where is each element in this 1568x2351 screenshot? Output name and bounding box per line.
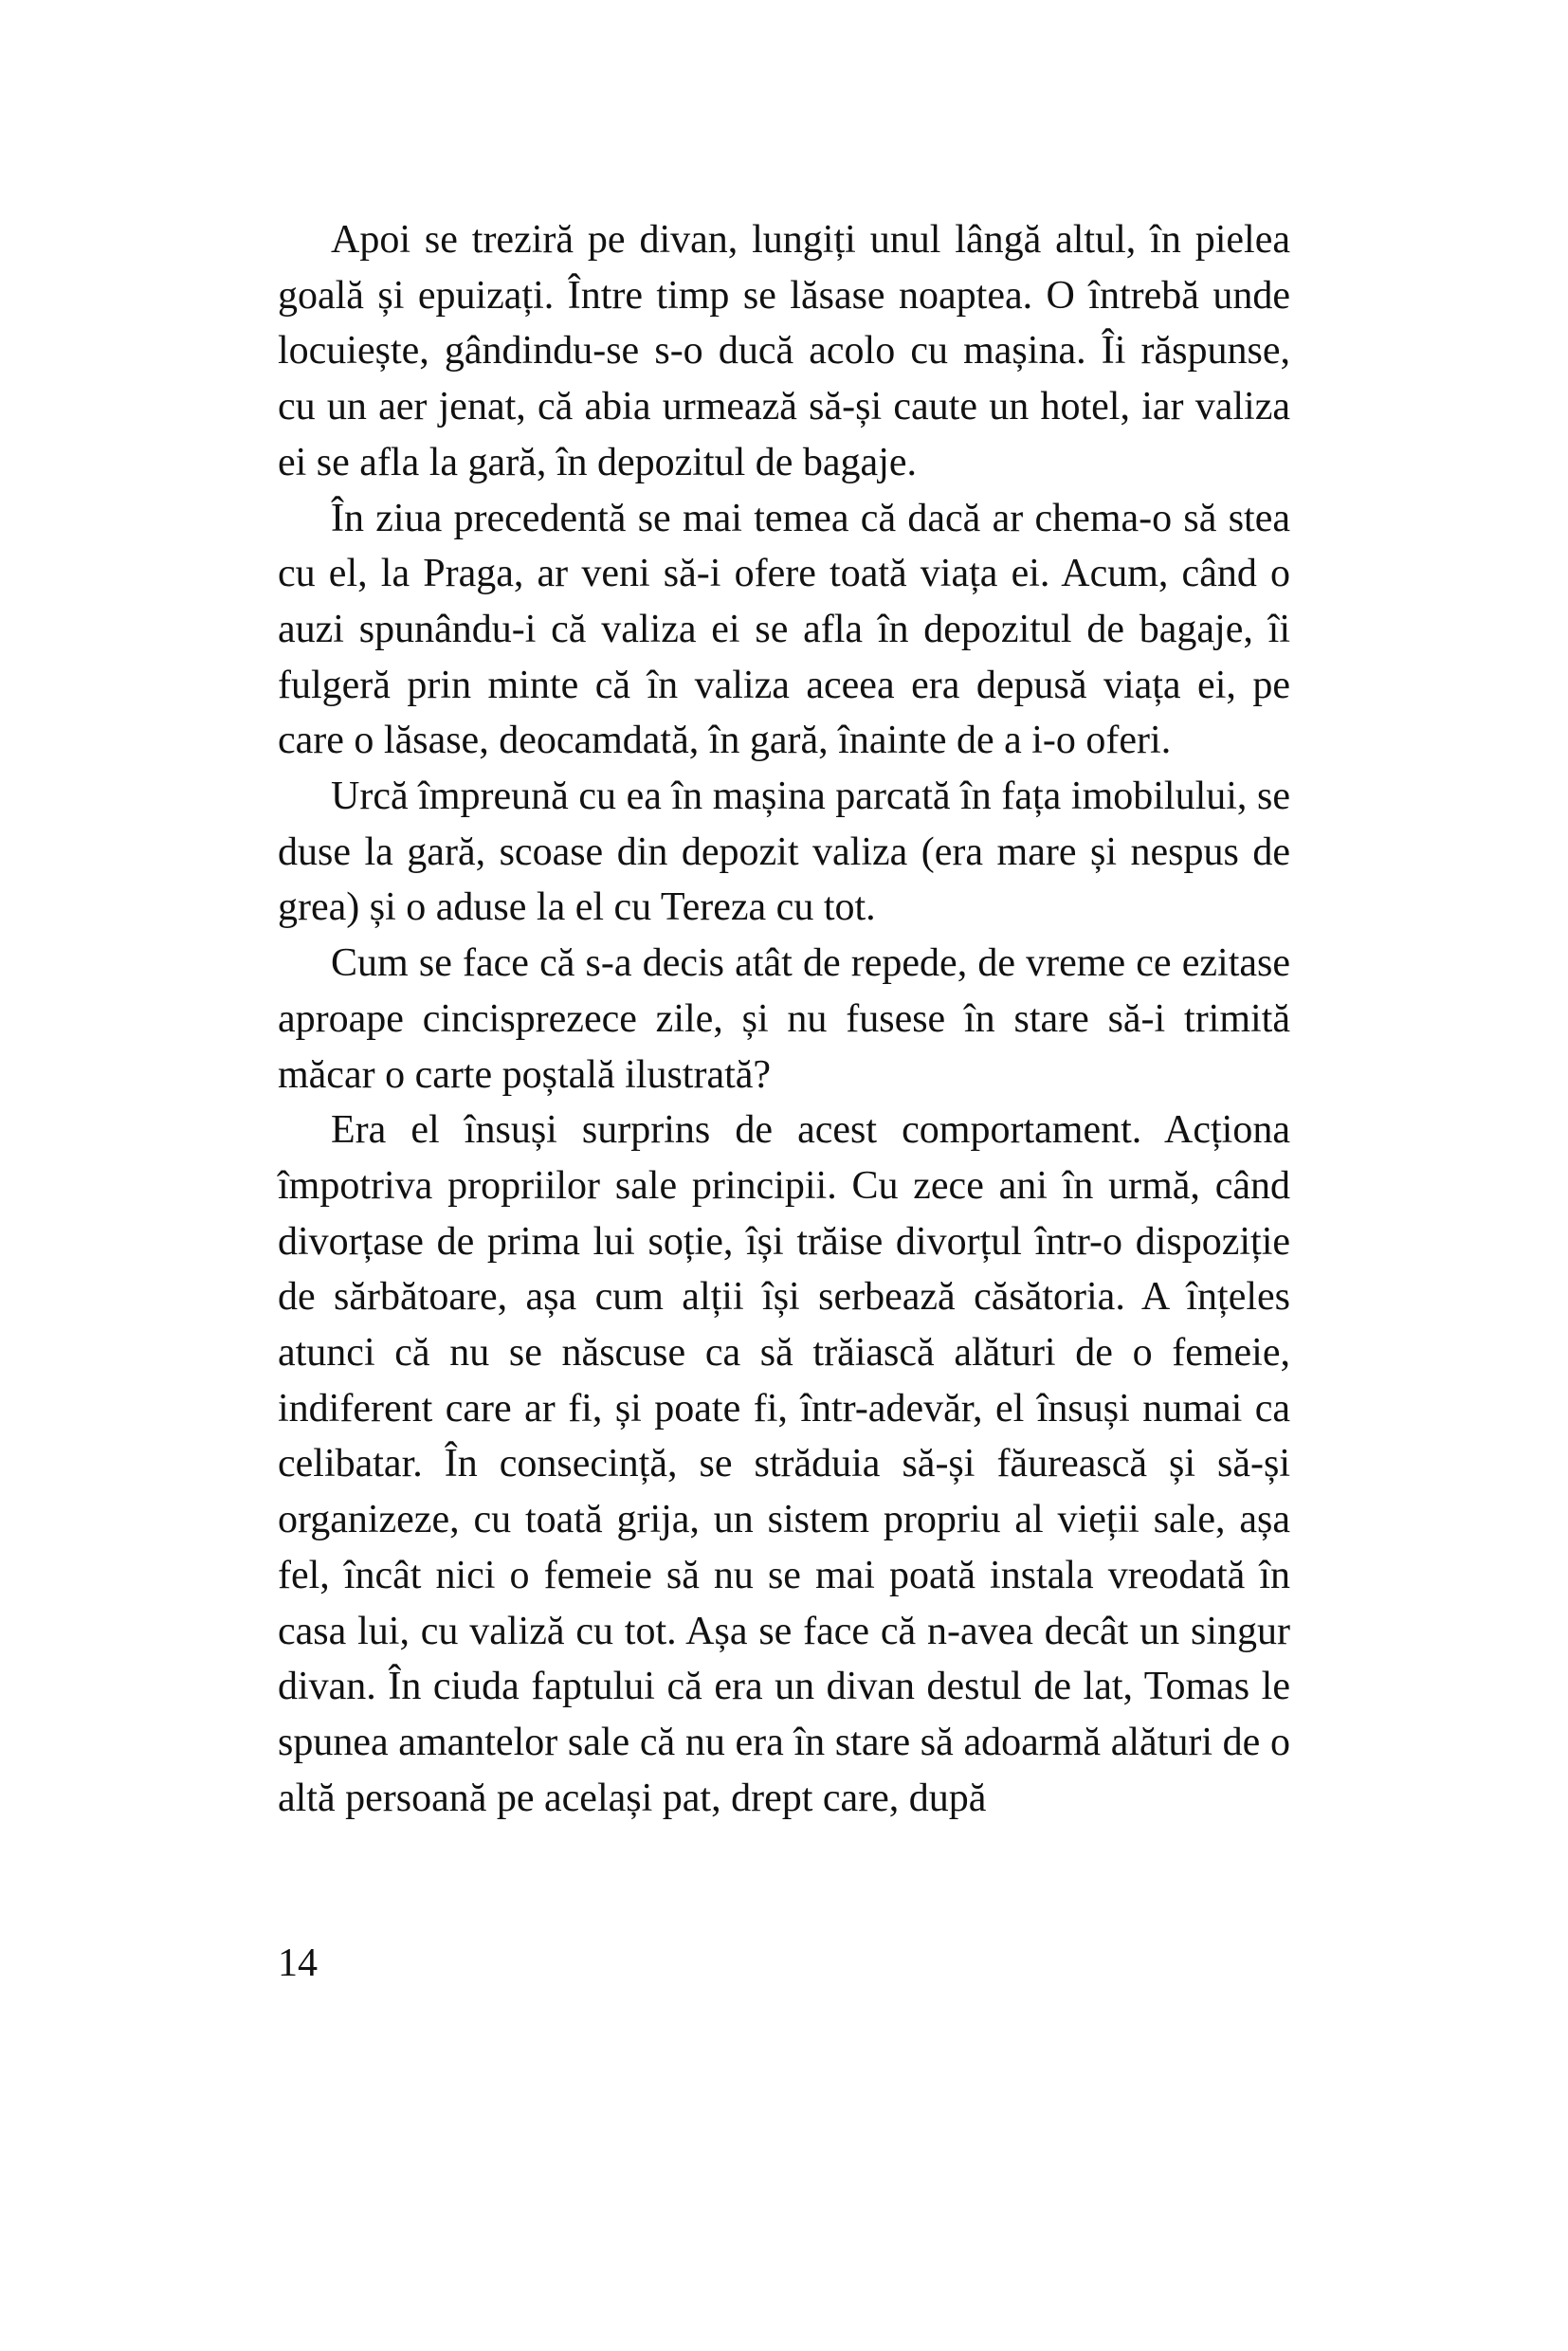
paragraph-5: Era el însuși surprins de acest comportament. Acționa împotriva propriilor sale principii. Cu zece ani în urmă, când divorțase de prima lui soție, își trăise divorțul într-o dispoziție de sărbătoare, așa cum alții își serbează căsătoria. A înțeles atunci că nu se născuse ca să trăiască alături de o femeie, indiferent care ar fi, și poate fi, într-adevăr, el însuși numai ca celibatar. În consecință, se străduia să-și făurească și să-și organizeze, cu toată grija, un sistem propriu al vieții sale, așa fel, încât nici o femeie să nu se mai poată instala vreodată în casa lui, cu valiză cu tot. Așa se face că n-avea decât un singur divan. În ciuda faptului că era un divan destul de lat, Tomas le spunea amantelor sale că nu era în stare să adoarmă alături de o altă persoană pe același pat, drept care, după [278, 1108, 1290, 1820]
paragraph-2: În ziua precedentă se mai temea că dacă ar chema-o să stea cu el, la Praga, ar veni să-i ofere toată viața ei. Acum, când o auzi spunându-i că valiza ei se afla în depozitul de bagaje, îi fulgeră prin minte că în valiza aceea era depusă viața ei, pe care o lăsase, deocamdată, în gară, înainte de a i-o oferi. [278, 496, 1290, 763]
paragraph-4: Cum se face că s-a decis atât de repede, de vreme ce ezitase aproape cincisprezece zile, și nu fusese în stare să-i trimită măcar o carte poștală ilustrată? [278, 941, 1290, 1097]
paragraph-3: Urcă împreună cu ea în mașina parcată în fața imobilului, se duse la gară, scoase din depozit valiza (era mare și nespus de grea) și o aduse la el cu Tereza cu tot. [278, 775, 1290, 930]
body-text [278, 212, 1290, 1826]
page-number: 14 [278, 1941, 318, 1985]
paragraph-1: Apoi se treziră pe divan, lungiți unul lângă altul, în pielea goală și epuizați. Între timp se lăsase noaptea. O întrebă unde locuiește, gândindu-se s-o ducă acolo cu mașina. Îi răspunse, cu un aer jenat, că abia urmează să-și caute un hotel, iar valiza ei se afla la gară, în depozitul de bagaje. [278, 218, 1290, 484]
